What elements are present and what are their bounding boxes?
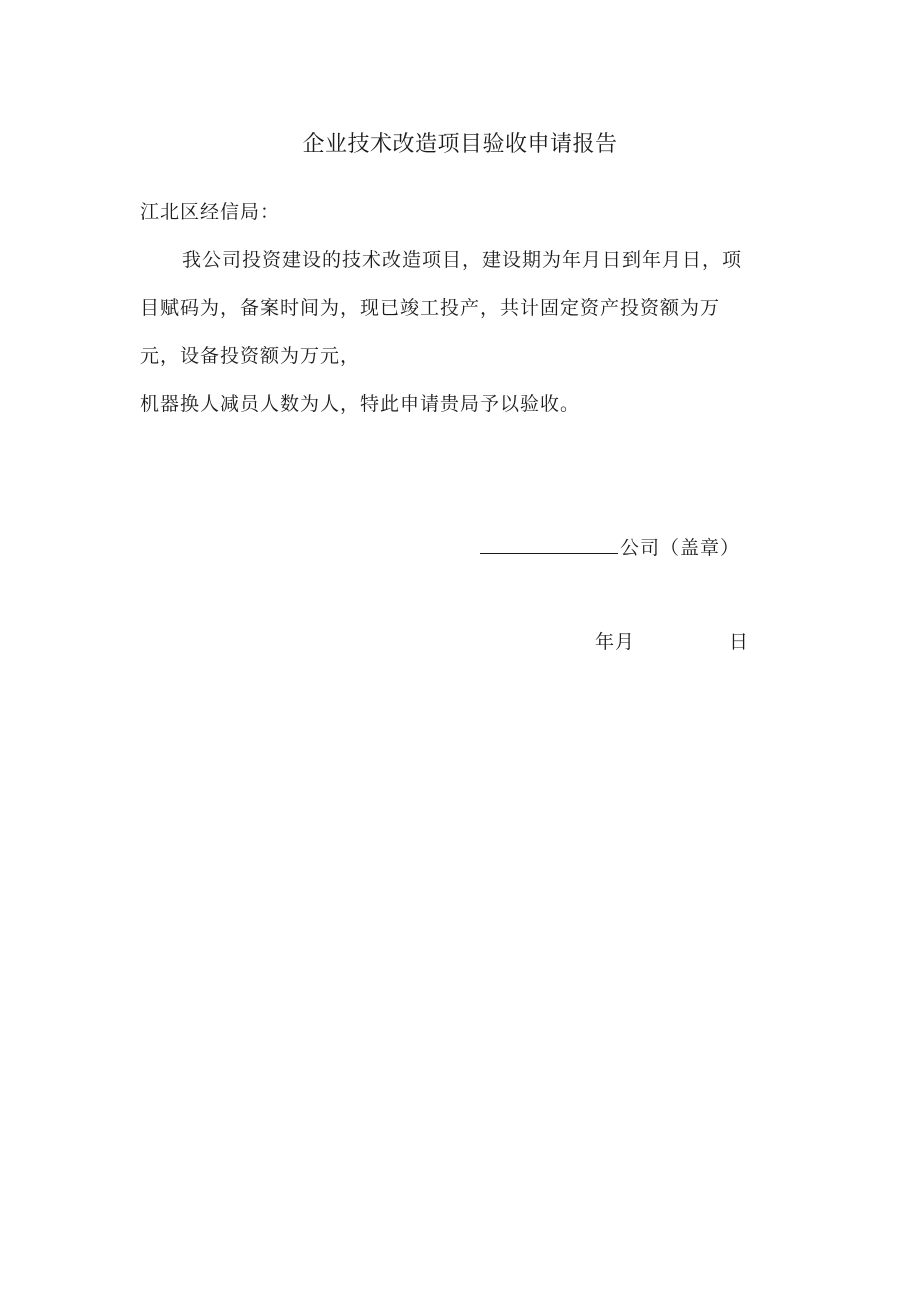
body-line-2: 目赋码为，备案时间为，现已竣工投产，共计固定资产投资额为万 bbox=[140, 297, 721, 319]
addressee: 江北区经信局： bbox=[140, 201, 281, 223]
signature-line bbox=[480, 533, 740, 562]
body-line-3: 元，设备投资额为万元， bbox=[140, 345, 361, 367]
body-line-4: 机器换人减员人数为人，特此申请贵局予以验收。 bbox=[140, 393, 581, 415]
date-year-month: 年月 bbox=[595, 631, 636, 653]
document-title: 企业技术改造项目验收申请报告 bbox=[302, 132, 618, 157]
company-name-blank bbox=[480, 533, 618, 554]
body-line-1: 我公司投资建设的技术改造项目，建设期为年月日到年月日，项 bbox=[182, 249, 743, 271]
date-day: 日 bbox=[729, 631, 749, 653]
signature-suffix: 公司（盖章） bbox=[620, 537, 741, 559]
